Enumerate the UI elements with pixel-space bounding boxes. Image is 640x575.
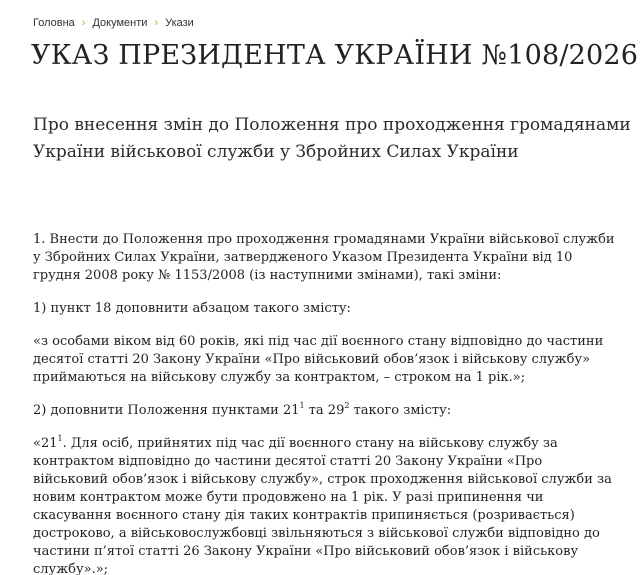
superscript: 2 (344, 400, 350, 410)
paragraph-2: 1) пункт 18 доповнити абзацом такого змісту: (33, 301, 351, 316)
paragraph-1: 1. Внести до Положення про проходження громадянами України військової служби у Збройних Силах України, затвердженого Указом Президента України від 10 грудня 2008 року № 1153/2008 (із наступними змінами), такі зміни: (33, 232, 615, 283)
document-body (33, 231, 618, 575)
paragraph-3: «з особами віком від 60 років, які під час дії воєнного стану відповідно до частини десятої статті 20 Закону України «Про військовий обов’язок і військову службу» приймаються на військову службу за контрактом, – строком на 1 рік.»; (33, 334, 604, 385)
superscript: 1 (299, 400, 305, 410)
breadcrumb (33, 17, 194, 29)
breadcrumb-home-link[interactable]: Головна (33, 17, 75, 29)
paragraph-4-text-end: такого змісту: (349, 403, 452, 418)
paragraph-5-text-end: . Для осіб, прийнятих під час дії воєнного стану на військову службу за контрактом відповідно до частини десятої статті 20 Закону України «Про військовий обов’язок і військову службу», строк проходження військової служби за новим контрактом може бути продовжено на 1 рік. У разі припинення чи скасування воєнного стану дія таких контрактів припиняється (розривається) достроково, а військовослужбовці звільняються з військової служби відповідно до частини п’ятої статті 26 Закону України «Про військовий обов’язок і військову службу».»; (33, 436, 612, 575)
paragraph-5-text-start: «21 (33, 436, 58, 451)
chevron-right-icon: › (81, 16, 86, 29)
breadcrumb-decrees-link[interactable]: Укази (165, 17, 194, 29)
paragraph-4-text-start: 2) доповнити Положення пунктами 21 (33, 403, 300, 418)
document-subtitle: Про внесення змін до Положення про проходження громадянами України військової служби у Збройних Силах України (33, 115, 631, 162)
chevron-right-icon: › (154, 16, 159, 29)
breadcrumb-documents-link[interactable]: Документи (92, 17, 148, 29)
page-title: УКАЗ ПРЕЗИДЕНТА УКРАЇНИ №108/2026 (31, 40, 639, 71)
superscript: 1 (57, 433, 63, 443)
paragraph-4 (33, 402, 618, 420)
paragraph-5 (33, 435, 618, 575)
paragraph-4-text-middle: та 29 (304, 403, 345, 418)
